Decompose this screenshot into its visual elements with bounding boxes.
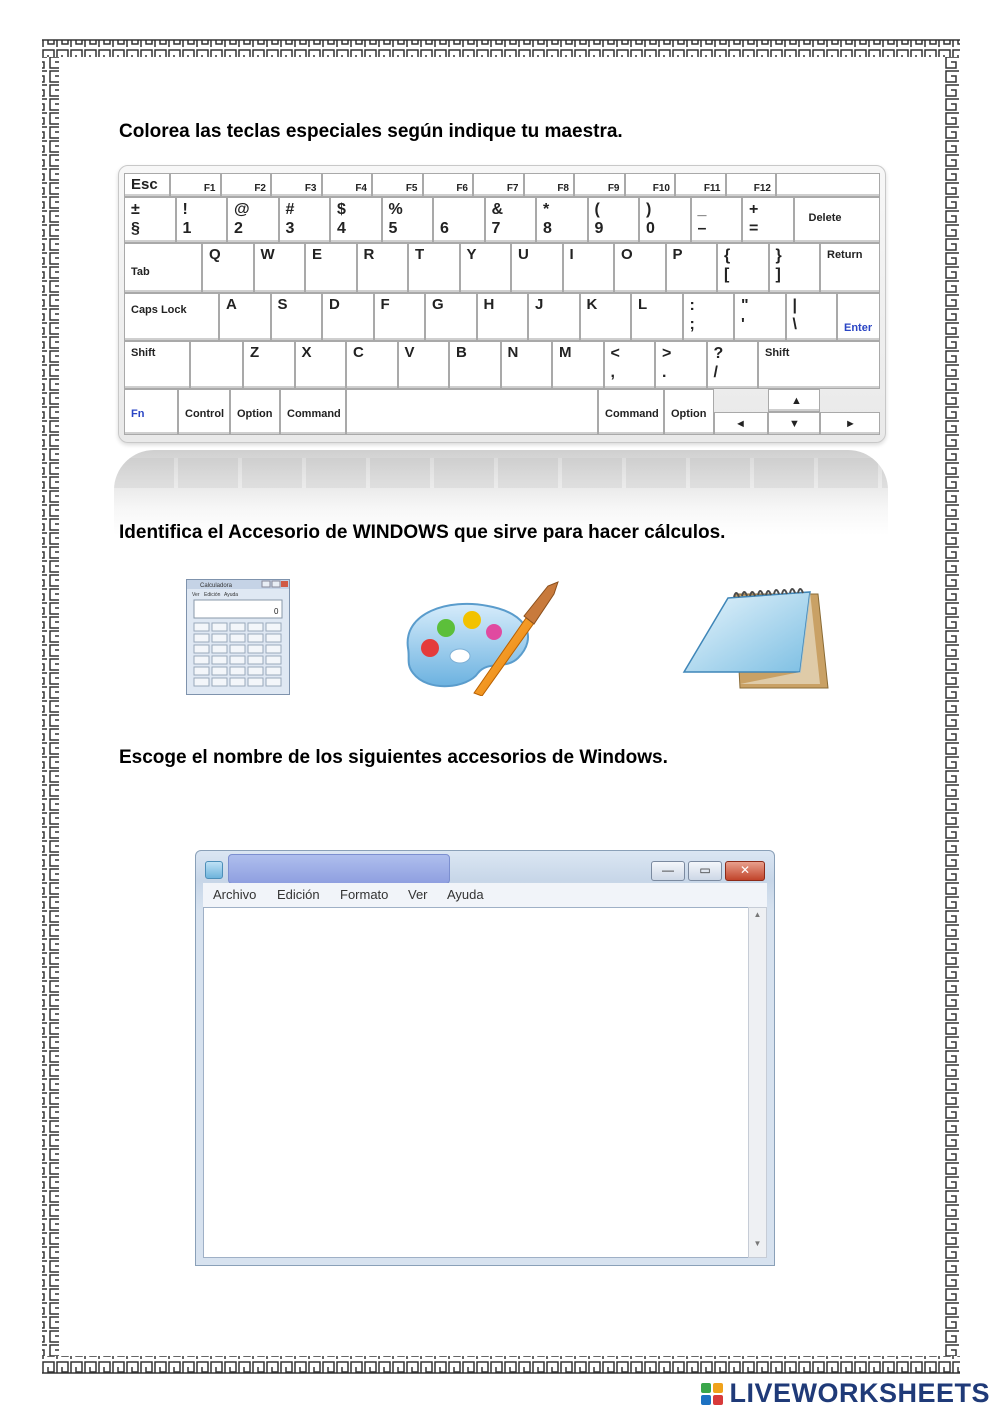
calculator-key bbox=[194, 623, 209, 631]
key-f11[interactable]: F11 bbox=[675, 173, 726, 197]
key-arrow-up[interactable]: ▲ bbox=[768, 389, 820, 412]
key-f8[interactable]: F8 bbox=[524, 173, 575, 197]
calculator-key bbox=[230, 645, 245, 653]
key-v[interactable]: V bbox=[398, 341, 450, 389]
calculator-key bbox=[194, 678, 209, 686]
notepad-app-icon bbox=[205, 861, 223, 879]
calculator-menu-ver: Ver bbox=[192, 592, 200, 598]
calculator-key bbox=[194, 667, 209, 675]
scroll-up-icon[interactable]: ▲ bbox=[753, 910, 762, 919]
key-angle-2[interactable]: ? / bbox=[707, 341, 759, 389]
question-2-heading: Identifica el Accesorio de WINDOWS que sirve para hacer cálculos. bbox=[119, 522, 726, 543]
key-num-1[interactable]: ! 1 bbox=[176, 197, 228, 243]
calculator-key bbox=[248, 667, 263, 675]
key-z[interactable]: Z bbox=[243, 341, 295, 389]
key-w[interactable]: W bbox=[254, 243, 306, 293]
key-h[interactable]: H bbox=[477, 293, 529, 341]
key-f4[interactable]: F4 bbox=[322, 173, 373, 197]
notepad-window bbox=[195, 850, 775, 1266]
calculator-key bbox=[266, 656, 281, 664]
key-f2[interactable]: F2 bbox=[221, 173, 272, 197]
menu-ver[interactable]: Ver bbox=[408, 887, 428, 902]
scroll-down-icon[interactable]: ▼ bbox=[753, 1239, 762, 1248]
answer-field[interactable] bbox=[228, 854, 450, 884]
calculator-key bbox=[212, 645, 227, 653]
key-y[interactable]: Y bbox=[460, 243, 512, 293]
key-angle-0[interactable]: < , bbox=[604, 341, 656, 389]
calculator-key bbox=[230, 623, 245, 631]
key-eject[interactable] bbox=[776, 173, 880, 197]
key-g[interactable]: G bbox=[425, 293, 477, 341]
calculator-key bbox=[212, 678, 227, 686]
question-1-heading: Colorea las teclas especiales según indique tu maestra. bbox=[119, 121, 623, 142]
key-num-4[interactable]: $ 4 bbox=[330, 197, 382, 243]
key-shift-right[interactable]: Shift bbox=[758, 341, 880, 389]
key-bracket-0[interactable]: { [ bbox=[717, 243, 769, 293]
calculator-key bbox=[230, 656, 245, 664]
paint-icon[interactable] bbox=[398, 578, 563, 701]
key-m[interactable]: M bbox=[552, 341, 604, 389]
key-num-9[interactable]: ( 9 bbox=[588, 197, 640, 243]
key-f3[interactable]: F3 bbox=[271, 173, 322, 197]
brand-name: LIVEWORKSHEETS bbox=[729, 1378, 990, 1408]
key-backtick[interactable] bbox=[190, 341, 243, 389]
key-p[interactable]: P bbox=[666, 243, 718, 293]
key-a[interactable]: A bbox=[219, 293, 271, 341]
calculator-key bbox=[266, 667, 281, 675]
key-arrow-right[interactable]: ► bbox=[820, 412, 880, 435]
key-f5[interactable]: F5 bbox=[372, 173, 423, 197]
key-o[interactable]: O bbox=[614, 243, 666, 293]
key-arrow-down[interactable]: ▼ bbox=[768, 412, 820, 435]
close-button[interactable]: ✕ bbox=[725, 861, 765, 881]
key-f6[interactable]: F6 bbox=[423, 173, 474, 197]
key-f9[interactable]: F9 bbox=[574, 173, 625, 197]
key-control[interactable]: Control bbox=[178, 389, 230, 435]
key-k[interactable]: K bbox=[580, 293, 632, 341]
key-option-right[interactable]: Option bbox=[664, 389, 714, 435]
key-esc[interactable]: Esc bbox=[124, 173, 170, 197]
menu-bar bbox=[203, 883, 767, 907]
calculator-key bbox=[194, 634, 209, 642]
menu-formato[interactable]: Formato bbox=[340, 887, 389, 902]
key-s[interactable]: S bbox=[271, 293, 323, 341]
key-f7[interactable]: F7 bbox=[473, 173, 524, 197]
calculator-key bbox=[212, 623, 227, 631]
liveworksheets-mark-icon bbox=[701, 1383, 723, 1405]
key-r[interactable]: R bbox=[357, 243, 409, 293]
menu-ayuda[interactable]: Ayuda bbox=[447, 887, 484, 902]
key-t[interactable]: T bbox=[408, 243, 460, 293]
calculator-key bbox=[266, 623, 281, 631]
calculator-icon[interactable] bbox=[186, 579, 290, 700]
key-f[interactable]: F bbox=[374, 293, 426, 341]
calculator-key bbox=[230, 634, 245, 642]
question-3-heading: Escoge el nombre de los siguientes accesorios de Windows. bbox=[119, 747, 668, 768]
key-angle-1[interactable]: > . bbox=[655, 341, 707, 389]
calculator-key bbox=[248, 645, 263, 653]
key-b[interactable]: B bbox=[449, 341, 501, 389]
calculator-key bbox=[230, 667, 245, 675]
key-f12[interactable]: F12 bbox=[726, 173, 777, 197]
key-e[interactable]: E bbox=[305, 243, 357, 293]
key-num-2[interactable]: @ 2 bbox=[227, 197, 279, 243]
vertical-scrollbar[interactable] bbox=[748, 907, 767, 1258]
key-bracket-1[interactable]: } ] bbox=[769, 243, 821, 293]
key-num-7[interactable]: & 7 bbox=[485, 197, 537, 243]
key-num-3[interactable]: # 3 bbox=[279, 197, 331, 243]
calculator-key bbox=[248, 656, 263, 664]
key-enter[interactable]: Enter bbox=[837, 293, 880, 341]
key-num-12[interactable]: + = bbox=[742, 197, 794, 243]
key-punct-0[interactable]: : ; bbox=[683, 293, 735, 341]
calculator-display: 0 bbox=[274, 607, 279, 616]
key-command-left[interactable]: Command bbox=[280, 389, 346, 435]
calculator-key bbox=[248, 678, 263, 686]
key-n[interactable]: N bbox=[501, 341, 553, 389]
maximize-button[interactable]: ▭ bbox=[688, 861, 722, 881]
key-punct-1[interactable]: " ' bbox=[734, 293, 786, 341]
key-d[interactable]: D bbox=[322, 293, 374, 341]
text-area[interactable] bbox=[203, 907, 750, 1258]
calculator-key bbox=[230, 678, 245, 686]
key-return[interactable]: Return bbox=[820, 243, 880, 293]
calculator-key bbox=[266, 678, 281, 686]
key-num-10[interactable]: ) 0 bbox=[639, 197, 691, 243]
key-punct-2[interactable]: | \ bbox=[786, 293, 838, 341]
key-caps-lock[interactable]: Caps Lock bbox=[124, 293, 219, 341]
key-c[interactable]: C bbox=[346, 341, 398, 389]
liveworksheets-logo bbox=[701, 1378, 990, 1409]
keyboard-image bbox=[118, 165, 886, 443]
calculator-key bbox=[248, 634, 263, 642]
key-j[interactable]: J bbox=[528, 293, 580, 341]
key-arrow-left[interactable]: ◄ bbox=[714, 412, 768, 435]
menu-archivo[interactable]: Archivo bbox=[213, 887, 257, 902]
calculator-key bbox=[212, 656, 227, 664]
calculator-key bbox=[212, 634, 227, 642]
calculator-menu-ayuda: Ayuda bbox=[224, 592, 239, 598]
calculator-key bbox=[266, 645, 281, 653]
key-i[interactable]: I bbox=[563, 243, 615, 293]
key-fn[interactable]: Fn bbox=[124, 389, 178, 435]
calculator-key bbox=[194, 656, 209, 664]
key-num-6[interactable]: 6 bbox=[433, 197, 485, 243]
calculator-key bbox=[212, 667, 227, 675]
key-q[interactable]: Q bbox=[202, 243, 254, 293]
key-num-8[interactable]: * 8 bbox=[536, 197, 588, 243]
key-delete[interactable]: Delete bbox=[794, 197, 881, 243]
key-u[interactable]: U bbox=[511, 243, 563, 293]
menu-edicion[interactable]: Edición bbox=[277, 887, 320, 902]
calculator-key bbox=[248, 623, 263, 631]
key-space[interactable] bbox=[346, 389, 598, 435]
key-shift-left[interactable]: Shift bbox=[124, 341, 190, 389]
key-option-left[interactable]: Option bbox=[230, 389, 280, 435]
calculator-menu-edicion: Edición bbox=[204, 592, 221, 598]
key-num-5[interactable]: % 5 bbox=[382, 197, 434, 243]
calculator-key bbox=[194, 645, 209, 653]
key-num-0[interactable]: ± § bbox=[124, 197, 176, 243]
calculator-key bbox=[266, 634, 281, 642]
key-tab[interactable]: Tab bbox=[124, 243, 202, 293]
minimize-button[interactable]: — bbox=[651, 861, 685, 881]
notepad-icon[interactable] bbox=[680, 580, 830, 700]
calculator-title: Calculadora bbox=[200, 583, 233, 589]
key-command-right[interactable]: Command bbox=[598, 389, 664, 435]
key-x[interactable]: X bbox=[295, 341, 347, 389]
key-f10[interactable]: F10 bbox=[625, 173, 676, 197]
key-num-11[interactable]: _ – bbox=[691, 197, 743, 243]
key-f1[interactable]: F1 bbox=[170, 173, 221, 197]
key-l[interactable]: L bbox=[631, 293, 683, 341]
